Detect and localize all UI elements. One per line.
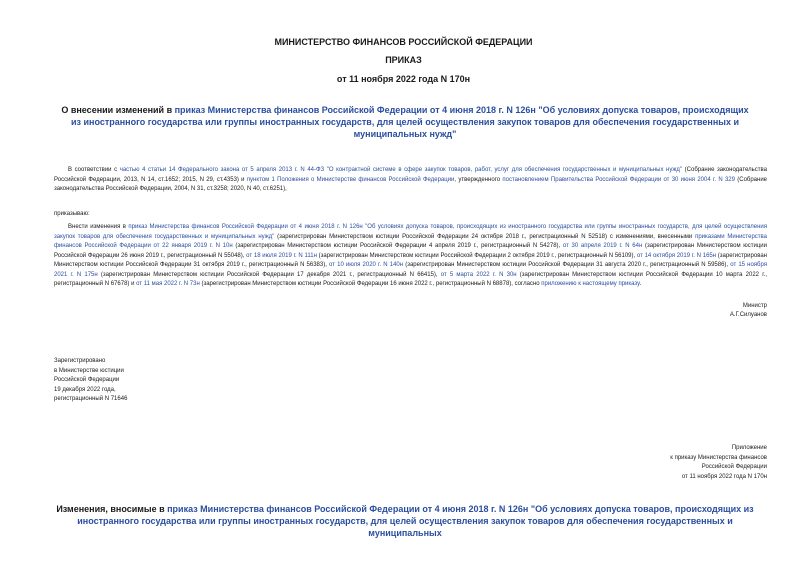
ministry-heading: МИНИСТЕРСТВО ФИНАНСОВ РОССИЙСКОЙ ФЕДЕРАЦИИ xyxy=(274,37,533,47)
text-span: (Собрание законодательства Российской Федерации, 2004, N 31, ст.3258; 2020, N 40, ст.6251), xyxy=(54,176,768,192)
registration-line: Российской Федерации xyxy=(54,377,120,383)
doc-type-heading: ПРИКАЗ xyxy=(385,55,422,65)
registration-line: в Министерстве юстиции xyxy=(54,367,124,374)
amendment-link[interactable]: от 14 октября 2019 г. N 165н xyxy=(636,252,717,259)
text-span: (зарегистрирован Министерством юстиции Российской Федерации 31 августа 2020 г., регистрационный N 59586), xyxy=(403,262,731,268)
amendment-link[interactable]: от 15 ноября 2021 г. N 175н xyxy=(54,262,768,278)
amendment-link[interactable]: от 5 марта 2022 г. N 30н xyxy=(440,271,517,278)
doc-date-number: от 11 ноября 2022 года N 170н xyxy=(336,74,471,84)
text-span: (зарегистрирован Министерством юстиции Российской Федерации 24 октября 2018 г., регистрационный N 52518) с изменениями, внесенными xyxy=(274,233,696,240)
appendix-line: Приложение xyxy=(731,445,767,451)
registration-block xyxy=(54,357,174,405)
text-span: . xyxy=(639,281,642,287)
regulation-link[interactable]: пунктом 1 Положения о Министерстве финансов Российской Федерации xyxy=(246,176,455,183)
signature-block xyxy=(600,302,767,320)
registration-line: Зарегистрировано xyxy=(54,358,106,364)
registration-line: 19 декабря 2022 года, xyxy=(54,386,116,393)
amendment-link[interactable]: от 11 мая 2022 г. N 73н xyxy=(136,281,200,287)
text-span: (зарегистрирован Министерством юстиции Российской Федерации 16 июня 2022 г., регистрационный N 68878), согласно xyxy=(199,281,542,287)
text-span: В соответствии с xyxy=(68,167,120,173)
amendment-link[interactable]: от 10 июля 2020 г. N 140н xyxy=(329,262,404,268)
appendix-line: к приказу Министерства финансов xyxy=(670,454,767,461)
amendment-link[interactable]: от 18 июля 2019 г. N 111н xyxy=(246,252,317,259)
text-span: (зарегистрирован Министерством юстиции Российской Федерации 31 октября 2019 г., регистрационный N 56383), xyxy=(54,252,767,268)
document-title xyxy=(60,104,750,140)
text-span: (зарегистрирован Министерством юстиции Российской Федерации 17 декабря 2021 г., регистрационный N 66415), xyxy=(97,271,441,278)
text-span: (зарегистрирован Министерством юстиции Российской Федерации 26 июня 2019 г., регистрационный N 55048), xyxy=(54,243,768,259)
appendix-title xyxy=(40,503,770,539)
signatory-name: А.Г.Силуанов xyxy=(729,312,767,318)
text-span: (зарегистрирован Министерством юстиции Российской Федерации 10 марта 2022 г., регистрационный N 67678) и xyxy=(54,271,767,287)
order-word: приказываю: xyxy=(54,211,90,217)
text-span: Внести изменения в xyxy=(68,224,129,230)
title-link[interactable]: приказ Министерства финансов Российской Федерации от 4 июня 2018 г. N 126н "Об условиях допуска товаров, происходящих из иностранного государства или группы иностранных государств, для целей осуществления закупок товаров для обеспечения государственных и муниципальных нужд" xyxy=(70,105,749,139)
title-prefix: О внесении изменений в xyxy=(61,105,175,115)
order-126n-link[interactable]: приказ Министерства финансов Российской Федерации от 4 июня 2018 г. N 126н "Об условиях допуска товаров, происходящих из иностранного государства или группы иностранных государств, для целей осуществления закупок товаров для обеспечения государственных и муниципальных нужд" xyxy=(54,224,767,240)
registration-line: регистрационный N 71646 xyxy=(54,396,128,402)
text-span: (Собрание законодательства Российской Федерации, 2013, N 14, ст.1652; 2015, N 29, ст.4353) и xyxy=(54,167,768,183)
amendment-link[interactable]: от 30 апреля 2019 г. N 64н xyxy=(562,243,643,249)
appendix-line: от 11 ноября 2022 года N 170н xyxy=(681,473,767,480)
text-span: , утвержденного xyxy=(454,176,503,183)
main-paragraph xyxy=(54,223,767,290)
text-span: (зарегистрирован Министерством юстиции Российской Федерации 4 апреля 2019 г., регистрационный N 54278), xyxy=(232,243,563,249)
amendment-link[interactable]: приказами Министерства финансов Российской Федерации от 22 января 2019 г. N 10н xyxy=(54,233,767,249)
text-span: (зарегистрирован Министерством юстиции Российской Федерации 2 октября 2019 г., регистрационный N 56109), xyxy=(316,252,637,259)
title-prefix: Изменения, вносимые в xyxy=(56,504,168,514)
signatory-position: Министр xyxy=(742,303,767,309)
preamble-paragraph xyxy=(54,166,767,195)
law-44fz-link[interactable]: частью 4 статьи 14 Федерального закона от 5 апреля 2013 г. N 44-ФЗ "О контрактной системе в сфере закупок товаров, работ, услуг для обеспечения государственных и муниципальных нужд" xyxy=(119,167,683,173)
appendix-link[interactable]: приложению к настоящему приказу xyxy=(541,281,640,287)
appendix-block xyxy=(580,444,767,482)
government-decree-link[interactable]: постановлением Правительства Российской Федерации от 30 июня 2004 г. N 329 xyxy=(502,176,735,183)
appendix-title-link[interactable]: приказ Министерства финансов Российской Федерации от 4 июня 2018 г. N 126н "Об условиях допуска товаров, происходящих из иностранного государства или группы иностранных государств, для целей осуществления закупок товаров для обеспечения государственных и муниципальных xyxy=(77,504,754,538)
appendix-line: Российской Федерации xyxy=(701,464,767,470)
